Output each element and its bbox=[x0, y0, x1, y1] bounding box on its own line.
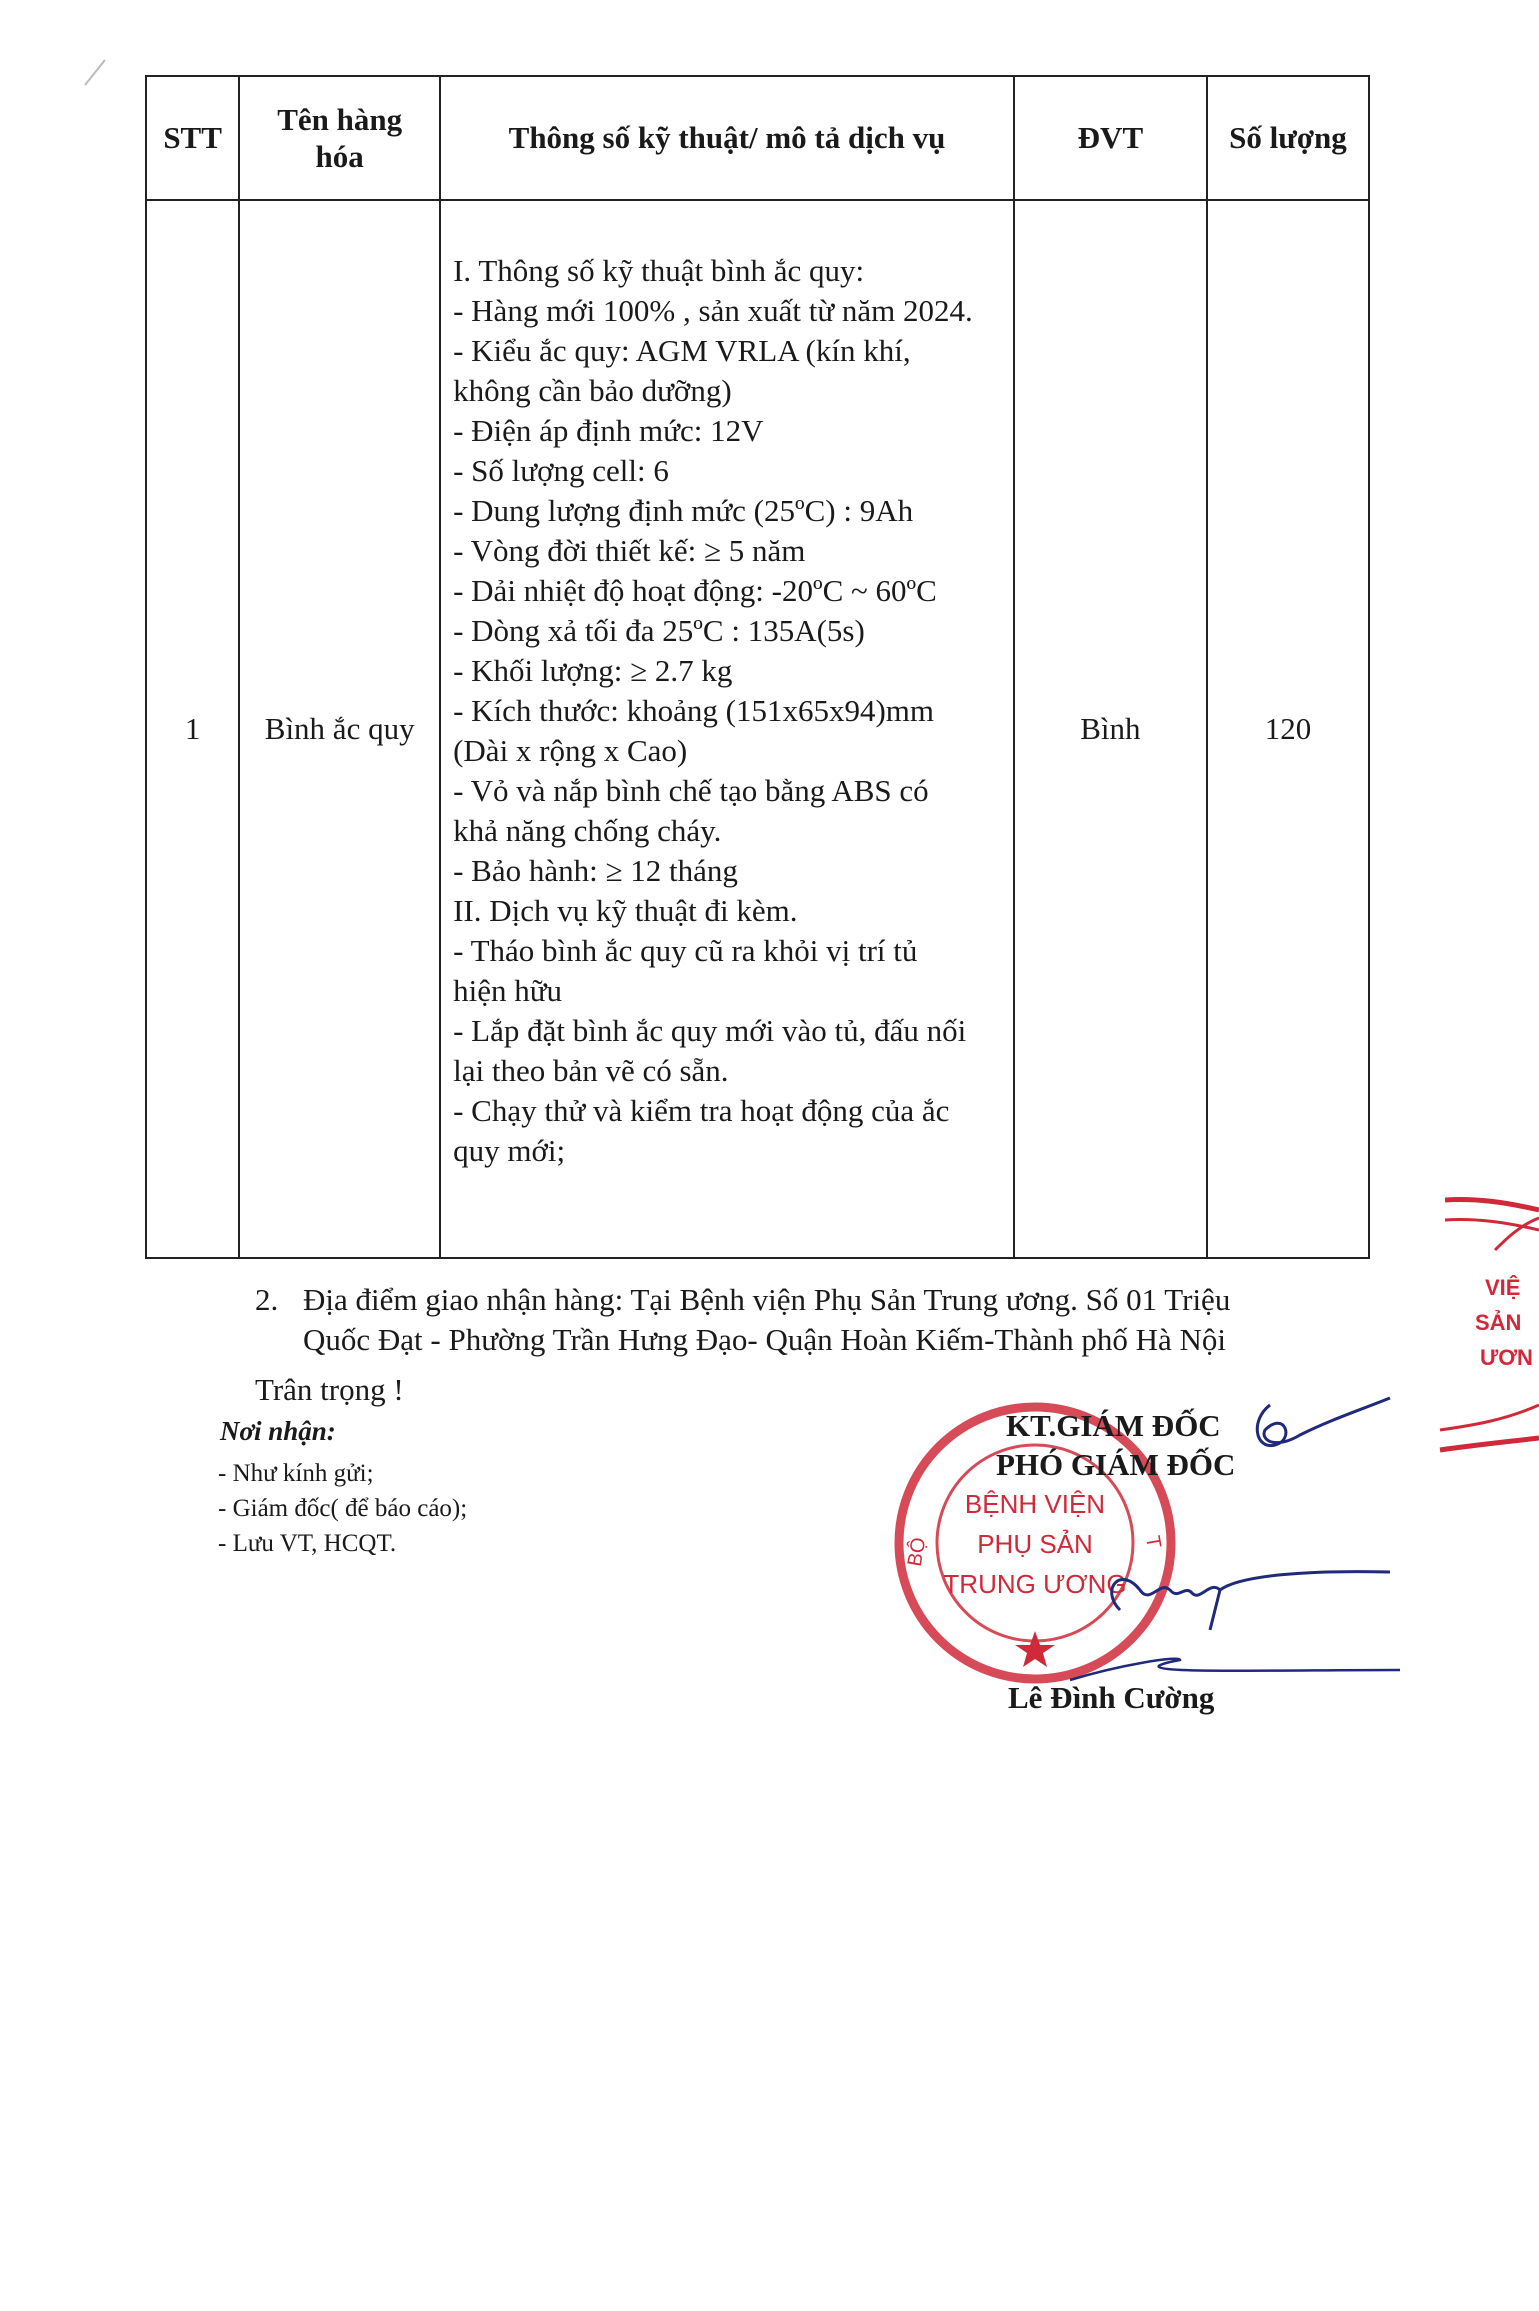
spec-line: - Số lượng cell: 6 bbox=[453, 453, 669, 488]
spec-line: - Dòng xả tối đa 25ºC : 135A(5s) bbox=[453, 613, 865, 648]
delivery-location bbox=[255, 1280, 1345, 1360]
spec-line: - Tháo bình ắc quy cũ ra khỏi vị trí tủ bbox=[453, 933, 918, 968]
list-item: - Lưu VT, HCQT. bbox=[218, 1530, 397, 1557]
closing-text: Trân trọng ! bbox=[255, 1372, 404, 1407]
header-stt: STT bbox=[146, 76, 239, 200]
cell-spec bbox=[440, 200, 1014, 1258]
spec-line: - Kiểu ắc quy: AGM VRLA (kín khí, bbox=[453, 333, 911, 368]
sign-title-1: KT.GIÁM ĐỐC bbox=[1006, 1408, 1221, 1443]
spec-table bbox=[145, 75, 1370, 1259]
stamp-left-text: BỘ bbox=[903, 1535, 931, 1569]
spec-line: I. Thông số kỹ thuật bình ắc quy: bbox=[453, 253, 865, 288]
stamp-line1: BỆNH VIỆN bbox=[964, 1489, 1106, 1519]
delivery-number: 2. bbox=[255, 1282, 279, 1317]
delivery-line2: Quốc Đạt - Phường Trần Hưng Đạo- Quận Hoàn Kiếm-Thành phố Hà Nội bbox=[303, 1322, 1227, 1357]
spec-line: - Điện áp định mức: 12V bbox=[453, 413, 764, 448]
header-unit: ĐVT bbox=[1014, 76, 1207, 200]
cell-qty: 120 bbox=[1207, 200, 1369, 1258]
recipients-title: Nơi nhận: bbox=[220, 1416, 336, 1446]
header-qty: Số lượng bbox=[1207, 76, 1369, 200]
stamp-line2: PHỤ SẢN bbox=[977, 1529, 1093, 1559]
partial-side-stamp-icon bbox=[1435, 1180, 1539, 1470]
spec-line: không cần bảo dưỡng) bbox=[453, 373, 732, 408]
header-name bbox=[239, 76, 440, 200]
sign-title-2: PHÓ GIÁM ĐỐC bbox=[996, 1447, 1236, 1482]
spec-line: - Vòng đời thiết kế: ≥ 5 năm bbox=[453, 533, 806, 568]
spec-line: - Bảo hành: ≥ 12 tháng bbox=[453, 853, 738, 888]
spec-line: - Khối lượng: ≥ 2.7 kg bbox=[453, 653, 733, 688]
signer-name: Lê Đình Cường bbox=[1008, 1680, 1215, 1715]
stamp-right-text: T bbox=[1141, 1534, 1165, 1550]
spec-line: - Hàng mới 100% , sản xuất từ năm 2024. bbox=[453, 293, 973, 328]
handwritten-signature-icon bbox=[1060, 1390, 1400, 1690]
spec-line: - Dải nhiệt độ hoạt động: -20ºC ~ 60ºC bbox=[453, 573, 937, 608]
side-stamp-line1: VIỆ bbox=[1485, 1275, 1521, 1300]
recipients-list bbox=[218, 1456, 467, 1561]
side-stamp-line2: SẢN bbox=[1475, 1310, 1522, 1335]
spec-line: (Dài x rộng x Cao) bbox=[453, 733, 688, 768]
list-item: - Như kính gửi; bbox=[218, 1460, 374, 1487]
spec-line: lại theo bản vẽ có sẵn. bbox=[453, 1053, 729, 1088]
stamp-line3: TRUNG ƯƠNG bbox=[943, 1569, 1127, 1599]
spec-line: hiện hữu bbox=[453, 973, 563, 1008]
spec-line: - Vỏ và nắp bình chế tạo bằng ABS có bbox=[453, 773, 929, 808]
table-header-row bbox=[146, 76, 1369, 200]
cell-unit: Bình bbox=[1014, 200, 1207, 1258]
spec-line: II. Dịch vụ kỹ thuật đi kèm. bbox=[453, 893, 798, 928]
header-name-line1: Tên hàng bbox=[277, 101, 403, 137]
header-name-line2: hóa bbox=[315, 139, 364, 174]
cell-name: Bình ắc quy bbox=[239, 200, 440, 1258]
table-row bbox=[146, 200, 1369, 1258]
cell-stt: 1 bbox=[146, 200, 239, 1258]
side-stamp-line3: ƯƠN bbox=[1480, 1345, 1533, 1370]
spec-line: quy mới; bbox=[453, 1133, 566, 1168]
list-item: - Giám đốc( để báo cáo); bbox=[218, 1495, 468, 1522]
spec-line: - Lắp đặt bình ắc quy mới vào tủ, đấu nối bbox=[453, 1013, 967, 1048]
spec-line: khả năng chống cháy. bbox=[453, 813, 722, 848]
corner-mark-icon bbox=[80, 50, 120, 90]
spec-line: - Kích thước: khoảng (151x65x94)mm bbox=[453, 693, 934, 728]
header-spec: Thông số kỹ thuật/ mô tả dịch vụ bbox=[440, 76, 1014, 200]
delivery-line1: Địa điểm giao nhận hàng: Tại Bệnh viện Phụ Sản Trung ương. Số 01 Triệu bbox=[303, 1282, 1231, 1317]
spec-line: - Dung lượng định mức (25ºC) : 9Ah bbox=[453, 493, 914, 528]
spec-line: - Chạy thử và kiểm tra hoạt động của ắc bbox=[453, 1093, 950, 1128]
